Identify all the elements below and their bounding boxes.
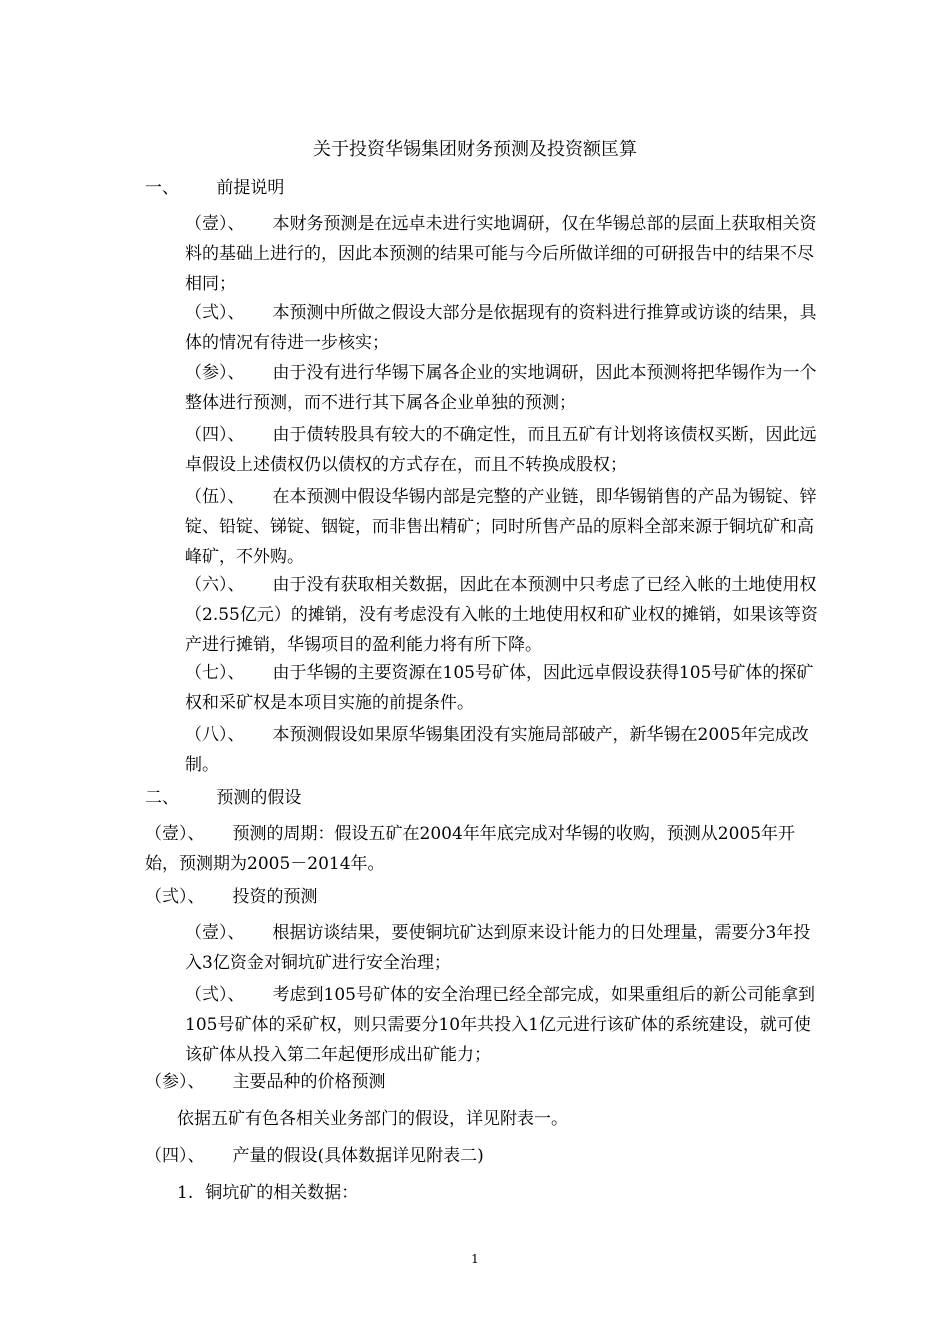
section-1-item-2 xyxy=(185,298,825,358)
item-text: 本财务预测是在远卓未进行实地调研，仅在华锡总部的层面上获取相关资料的基础上进行的，因此本预测的结果可能与今后所做详细的可研报告中的结果不尽相同； xyxy=(185,214,817,294)
item-text: 投资的预测 xyxy=(232,887,318,907)
item-text: 由于没有获取相关数据，因此在本预测中只考虑了已经入帐的土地使用权（2.55亿元）的摊销，没有考虑没有入帐的土地使用权和矿业权的摊销，如果该等资产进行摊销，华锡项目的盈利能力将有所下降。 xyxy=(185,575,818,655)
item-number: （参）、 xyxy=(185,363,245,383)
list-text: 铜坑矿的相关数据： xyxy=(205,1183,359,1203)
section-1-number: 一、 xyxy=(145,178,179,198)
section-2-subitem-1 xyxy=(185,918,825,978)
section-1-title: 前提说明 xyxy=(216,178,285,198)
section-1-item-5 xyxy=(185,482,825,572)
page-number: 1 xyxy=(471,1252,479,1266)
section-2-item-2 xyxy=(145,882,825,912)
item-text: 考虑到105号矿体的安全治理已经全部完成，如果重组后的新公司能拿到105号矿体的采矿权，则只需要分10年共投入1亿元进行该矿体的系统建设，就可使该矿体从投入第二年起便形成出矿能力； xyxy=(185,985,815,1065)
item-number: （四）、 xyxy=(185,425,245,445)
section-2-item-3 xyxy=(145,1067,825,1097)
section-2-heading xyxy=(145,783,825,813)
item-number: （壹）、 xyxy=(185,214,245,234)
item-number: （弍）、 xyxy=(145,887,205,907)
item-text: 主要品种的价格预测 xyxy=(232,1072,386,1092)
section-1-item-7 xyxy=(185,658,825,718)
section-2-subitem-2 xyxy=(185,980,825,1070)
item-number: （弍）、 xyxy=(185,303,245,323)
item-text: 根据访谈结果，要使铜坑矿达到原来设计能力的日处理量，需要分3年投入3亿资金对铜坑矿进行安全治理； xyxy=(185,923,811,973)
item-number: （壹）、 xyxy=(145,824,205,844)
section-2-item-3-body: 依据五矿有色各相关业务部门的假设，详见附表一。 xyxy=(177,1109,568,1129)
section-2-title: 预测的假设 xyxy=(216,788,302,808)
item-number: （四）、 xyxy=(145,1146,205,1166)
section-1-heading xyxy=(145,173,825,203)
item-text: 预测的周期：假设五矿在2004年年底完成对华锡的收购，预测从2005年开始，预测期为2005－2014年。 xyxy=(145,824,796,874)
item-text: 本预测假设如果原华锡集团没有实施局部破产，新华锡在2005年完成改制。 xyxy=(185,725,809,775)
section-1-item-6 xyxy=(185,570,825,660)
item-text: 由于没有进行华锡下属各企业的实地调研，因此本预测将把华锡作为一个整体进行预测，而不进行其下属各企业单独的预测； xyxy=(185,363,817,413)
section-2-item-4-list-1 xyxy=(177,1178,825,1208)
item-text: 由于华锡的主要资源在105号矿体，因此远卓假设获得105号矿体的探矿权和采矿权是本项目实施的前提条件。 xyxy=(185,663,814,713)
section-2-number: 二、 xyxy=(145,788,179,808)
item-number: （七）、 xyxy=(185,663,245,683)
item-number: （六）、 xyxy=(185,575,245,595)
list-number: 1. xyxy=(177,1183,194,1203)
item-text: 产量的假设(具体数据详见附表二) xyxy=(232,1146,484,1166)
section-1-item-4 xyxy=(185,420,825,480)
item-number: （伍）、 xyxy=(185,487,245,507)
item-text: 由于债转股具有较大的不确定性，而且五矿有计划将该债权买断，因此远卓假设上述债权仍以债权的方式存在，而且不转换成股权； xyxy=(185,425,817,475)
section-1-item-1 xyxy=(185,209,825,299)
item-number: （弍）、 xyxy=(185,985,245,1005)
item-number: （八）、 xyxy=(185,725,245,745)
document-title: 关于投资华锡集团财务预测及投资额匡算 xyxy=(313,139,637,160)
item-text: 在本预测中假设华锡内部是完整的产业链，即华锡销售的产品为锡锭、锌锭、铅锭、锑锭、铟锭，而非售出精矿；同时所售产品的原料全部来源于铜坑矿和高峰矿，不外购。 xyxy=(185,487,817,567)
section-2-item-1 xyxy=(145,819,825,879)
section-2-item-4 xyxy=(145,1141,825,1171)
item-number: （参）、 xyxy=(145,1072,205,1092)
item-text: 本预测中所做之假设大部分是依据现有的资料进行推算或访谈的结果，具体的情况有待进一步核实； xyxy=(185,303,817,353)
item-number: （壹）、 xyxy=(185,923,245,943)
section-1-item-8 xyxy=(185,720,825,780)
section-1-item-3 xyxy=(185,358,825,418)
